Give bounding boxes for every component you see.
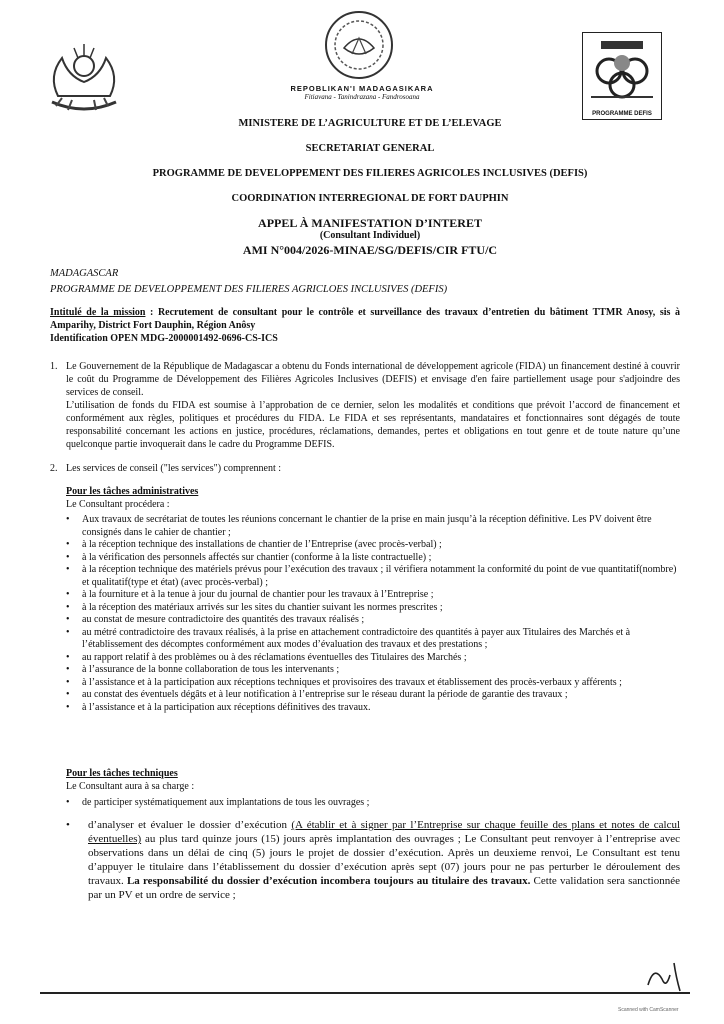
programme-italic: PROGRAMME DE DEVELOPPEMENT DES FILIERES AGRICLOES INCLUSIVES (DEFIS) (50, 284, 448, 295)
admin-task-text: au métré contradictoire des travaux réalisés, à la prise en attachement contradictoire des quantités à payer aux Titulaires des Marchés et à l’établissement des décomptes conformément aux modes d’évaluation des travaux et des prestations ; (82, 626, 631, 650)
mission-label: Intitulé de la mission (50, 307, 146, 318)
admin-task-text: à l’assistance et à la participation aux réceptions techniques et provisoires des travaux et établissement des procès-verbaux y afférents ; (82, 676, 622, 688)
appel-title: APPEL À MANIFESTATION D’INTERET (258, 216, 482, 230)
mission-block (50, 306, 680, 345)
admin-task-item (66, 514, 680, 539)
paragraph-2 (50, 462, 680, 475)
bullet: • (66, 819, 70, 831)
republic-motto: Fitiavana - Tanindrazana - Fandrosoana (304, 93, 420, 101)
admin-task-text: à la vérification des personnels affectés sur chantier (conforme à la liste contractuelle) ; (82, 551, 432, 563)
tech-task-item (66, 796, 680, 809)
admin-task-text: à l’assistance et à la participation aux réceptions définitives des travaux. (82, 701, 371, 713)
coordination-heading: COORDINATION INTERREGIONAL DE FORT DAUPHIN (231, 193, 509, 204)
tech-task-text-b: au plus tard quinze jours (15) jours après implantation des ouvrages ; Le Consultant peut renvoyer à l’entreprise avec observations dans un délai de cinq (5) jours le projet de dossier d’exécution. Après un deuxieme renvoi, Le Consultant est tenu d’appuyer le titulaire dans l’établissement du dossier d’exécution après sept (07) jours pour ne pas perturber le déroulement des travaux. (88, 833, 680, 887)
bullet: • (66, 539, 70, 550)
tech-task-text-underlined: (A établir et à signer par l’Entreprise sur chaque feuille des plans et notes de calcul éventuelles) (88, 819, 681, 845)
footer-divider (40, 992, 690, 994)
secretariat-heading: SECRETARIAT GENERAL (305, 143, 435, 154)
republic-name: REPOBLIKAN'I MADAGASIKARA (290, 84, 434, 93)
admin-tasks-intro: Le Consultant procédera : (66, 499, 170, 510)
bullet: • (66, 626, 70, 638)
admin-task-text: à la réception des matériaux arrivés sur les sites du chantier suivant les normes prescrites ; (82, 601, 443, 613)
defis-logo-label: PROGRAMME DEFIS (592, 111, 652, 117)
admin-task-item (66, 702, 680, 715)
bullet: • (66, 676, 70, 688)
bullet: • (66, 614, 70, 625)
mission-identification: Identification OPEN MDG-2000001492-0696-CS-ICS (50, 333, 278, 344)
bullet: • (66, 651, 70, 663)
ami-reference: AMI N°004/2026-MINAE/SG/DEFIS/CIR FTU/C (242, 243, 498, 257)
bullet: • (66, 701, 70, 713)
signature-icon (640, 955, 690, 995)
paragraph-1-text-a: Le Gouvernement de la République de Madagascar a obtenu du Fonds international de développement agricole (FIDA) un financement destiné à couvrir le coût du Programme de Développement des Filières Agricoles Inclusives (DEFIS) et envisage d'en faire partiellement usage pour s'adjoindre des services de conseil. (66, 361, 680, 398)
admin-task-text: à l’assurance de la bonne collaboration de tous les intervenants ; (82, 664, 340, 675)
consultant-type: (Consultant Individuel) (319, 230, 421, 241)
tech-tasks-intro: Le Consultant aura à sa charge : (66, 781, 195, 792)
ministry-emblem-icon (38, 36, 130, 118)
admin-task-item (66, 689, 680, 702)
bullet: • (66, 589, 70, 600)
admin-task-item (66, 564, 680, 589)
republic-seal-icon (322, 8, 396, 82)
admin-task-item (66, 614, 680, 627)
admin-task-item (66, 589, 680, 602)
admin-task-text: à la fourniture et à la tenue à jour du journal de chantier pour les travaux à l’Entreprise ; (82, 589, 434, 600)
admin-task-text: au constat de mesure contradictoire des quantités des travaux réalisés ; (82, 614, 365, 625)
ministry-heading: MINISTERE DE L’AGRICULTURE ET DE L’ELEVAGE (238, 118, 502, 129)
tech-task-text: de participer systématiquement aux implantations de tous les ouvrages ; (82, 797, 370, 808)
bullet: • (66, 551, 70, 563)
admin-task-item (66, 602, 680, 615)
admin-task-text: au rapport relatif à des problèmes ou à des réclamations éventuelles des Titulaires des Marchés ; (82, 651, 467, 663)
admin-task-text: à la réception technique des matériels prévus pour l’exécution des travaux ; il vérifiera notamment la conformité du point de vue quantitatif(nombre) et qualitatif(type et état) (avec procès-verbal) ; (82, 564, 677, 588)
paragraph-1 (50, 360, 680, 451)
paragraph-1-text-b: L’utilisation de fonds du FIDA est soumise à l’approbation de ce dernier, selon les modalités et conditions que prévoit l’accord de financement et conformément aux règles, politiques et procédures du FIDA. Le FIDA et ses représentants, mandataires et fonctionnaires sont dégagés de toute responsabilité concernant les actions en justice, procédures, réclamations, demandes, pertes et obligations en tout genre et de toute nature qu’une quelconque partie invoquerait dans le cadre du Programme DEFIS. (66, 400, 680, 450)
admin-task-item (66, 539, 680, 552)
admin-task-item (66, 627, 680, 652)
admin-task-item (66, 552, 680, 565)
paragraph-number: 1. (50, 361, 58, 372)
bullet: • (66, 664, 70, 675)
admin-task-item (66, 677, 680, 690)
defis-logo-icon (582, 32, 662, 120)
tech-task-text-c: Cette validation sera sanctionnée par un PV et un ordre de service ; (88, 875, 680, 901)
scan-watermark: Scanned with CamScanner (618, 1007, 679, 1013)
tech-task-item (66, 818, 680, 902)
mission-text: : Recrutement de consultant pour le contrôle et surveillance des travaux d’entretien du bâtiment TTMR Anosy, sis à Amparihy, District Fort Dauphin, Région Anôsy (50, 307, 680, 331)
programme-heading: PROGRAMME DE DEVELOPPEMENT DES FILIERES AGRICOLES INCLUSIVES (DEFIS) (152, 168, 588, 179)
bullet: • (66, 564, 70, 575)
bullet: • (66, 601, 70, 613)
bullet: • (66, 689, 70, 700)
country-label: MADAGASCAR (50, 268, 119, 279)
paragraph-2-text: Les services de conseil ("les services") comprennent : (66, 463, 282, 474)
admin-tasks-heading: Pour les tâches administratives (66, 486, 199, 497)
admin-tasks-list (66, 514, 680, 714)
admin-task-text: à la réception technique des installations de chantier de l’Entreprise (avec procès-verbal) ; (82, 539, 442, 550)
bullet: • (66, 797, 70, 808)
tech-task-text-bold: La responsabilité du dossier d’exécution incombera toujours au titulaire des travaux. (126, 875, 531, 887)
tech-task-text-a: d’analyser et évaluer le dossier d’exécution (88, 819, 292, 831)
admin-task-item (66, 664, 680, 677)
paragraph-number: 2. (50, 463, 58, 474)
admin-task-item (66, 652, 680, 665)
admin-task-text: au constat des éventuels dégâts et à leur notification à l’entreprise sur le réseau durant la période de garantie des travaux ; (82, 689, 568, 700)
bullet: • (66, 514, 70, 525)
tech-tasks-heading: Pour les tâches techniques (66, 768, 178, 779)
admin-task-text: Aux travaux de secrétariat de toutes les réunions concernant le chantier de la prise en main jusqu’à la réception définitive. Les PV doivent être consignés dans le cahier de chantier ; (82, 514, 652, 538)
